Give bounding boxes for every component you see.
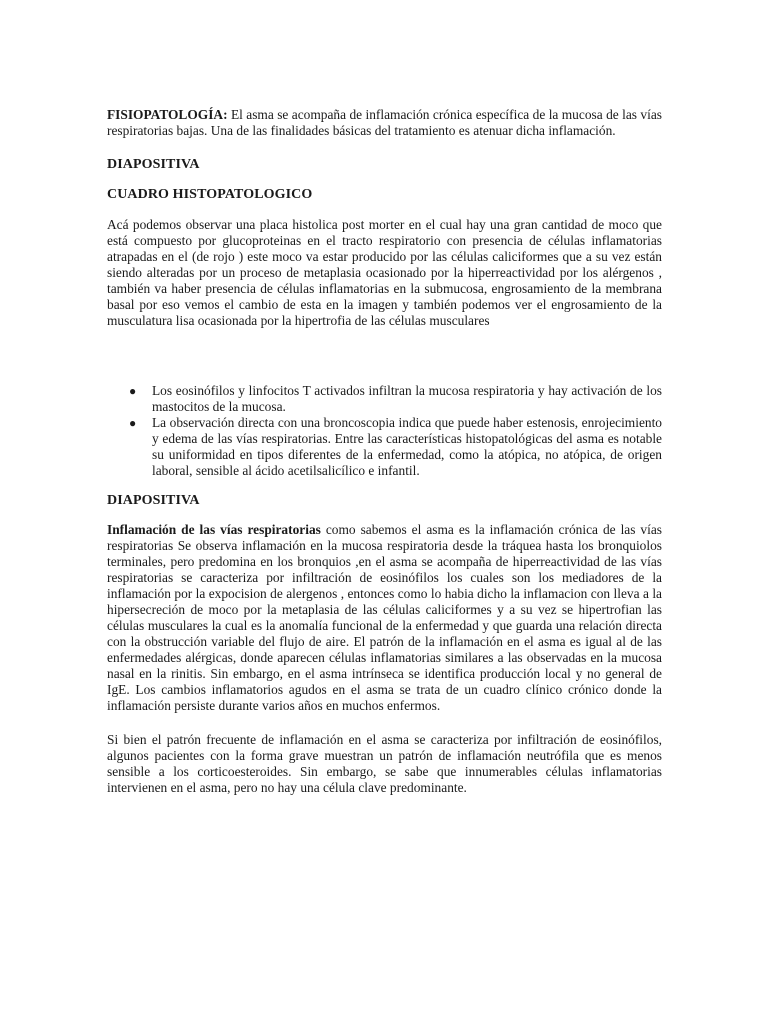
fisiopatologia-text: El asma se acompaña de inflamación crónica específica de la mucosa de las vías respiratorias bajas. Una de las finalidades básicas del tratamiento es atenuar dicha inflamación. xyxy=(107,107,662,138)
list-item xyxy=(107,383,662,415)
final-paragraph: Si bien el patrón frecuente de inflamación en el asma se caracteriza por infiltración de eosinófilos, algunos pacientes con la forma grave muestran un patrón de inflamación neutrófila que es menos sensible a los corticoesteroides. Sin embargo, se sabe que innumerables células inflamatorias intervienen en el asma, pero no hay una célula clave predominante. xyxy=(107,732,662,795)
inflamacion-paragraph xyxy=(107,522,662,714)
heading-diapositiva-2: DIAPOSITIVA xyxy=(107,493,200,508)
fisiopatologia-paragraph xyxy=(107,107,662,139)
list-item-text: La observación directa con una broncoscopia indica que puede haber estenosis, enrojecimiento y edema de las vías respiratorias. Entre las características histopatológicas del asma es notable su uniformidad en tipos diferentes de la enfermedad, como la atópica, no atópica, de origen laboral, sensible al ácido acetilsalicílico e infantil. xyxy=(152,415,662,478)
histopatologico-paragraph: Acá podemos observar una placa histolica post morter en el cual hay una gran cantidad de moco que está compuesto por glucoproteinas en el tracto respiratorio con presencia de células inflamatorias atrapadas en el (de rojo ) este moco va estar producido por las células caliciformes que a su vez están siendo alteradas por un proceso de metaplasia ocasionado por la hiperreactividad por los alérgenos , también va haber presencia de células inflamatorias en la submucosa, engrosamiento de la membrana basal por eso vemos el cambio de esta en la imagen y también podemos ver el engrosamiento de la musculatura lisa ocasionada por la hipertrofia de las células musculares xyxy=(107,217,662,328)
list-item-text: Los eosinófilos y linfocitos T activados infiltran la mucosa respiratoria y hay activación de los mastocitos de la mucosa. xyxy=(152,383,662,414)
bullet-list xyxy=(107,383,662,479)
heading-cuadro-histopatologico: CUADRO HISTOPATOLOGICO xyxy=(107,187,313,202)
inflamacion-label: Inflamación de las vías respiratorias xyxy=(107,522,321,537)
heading-diapositiva-1: DIAPOSITIVA xyxy=(107,157,200,172)
fisiopatologia-label: FISIOPATOLOGÍA: xyxy=(107,107,228,122)
inflamacion-text: como sabemos el asma es la inflamación crónica de las vías respiratorias Se observa inflamación en la mucosa respiratoria desde la tráquea hasta los bronquiolos terminales, pero predomina en los bronquios ,en el asma se acompaña de hiperreactividad de las vías respiratorias se caracteriza por infiltración de eosinófilos los cuales son los mediadores de la inflamación por la expocision de alergenos , entonces como lo habia dicho la inflamacion con lleva a la hipersecreción de moco por la metaplasia de las células caliciformes y a su vez se hipertrofian las células musculares la cual es la anomalía funcional de la enfermedad y que guarda una relación directa con la obstrucción variable del flujo de aire. El patrón de la inflamación en el asma es igual al de las enfermedades alérgicas, donde aparecen células inflamatorias similares a las observadas en la mucosa nasal en la rinitis. Sin embargo, en el asma intrínseca se identifica producción local y no general de IgE. Los cambios inflamatorios agudos en el asma se trata de un cuadro clínico crónico donde la inflamación persiste durante varios años en muchos enfermos. xyxy=(107,522,662,713)
bullet-icon: ● xyxy=(129,384,137,398)
bullet-icon: ● xyxy=(129,416,137,430)
list-item xyxy=(107,415,662,479)
